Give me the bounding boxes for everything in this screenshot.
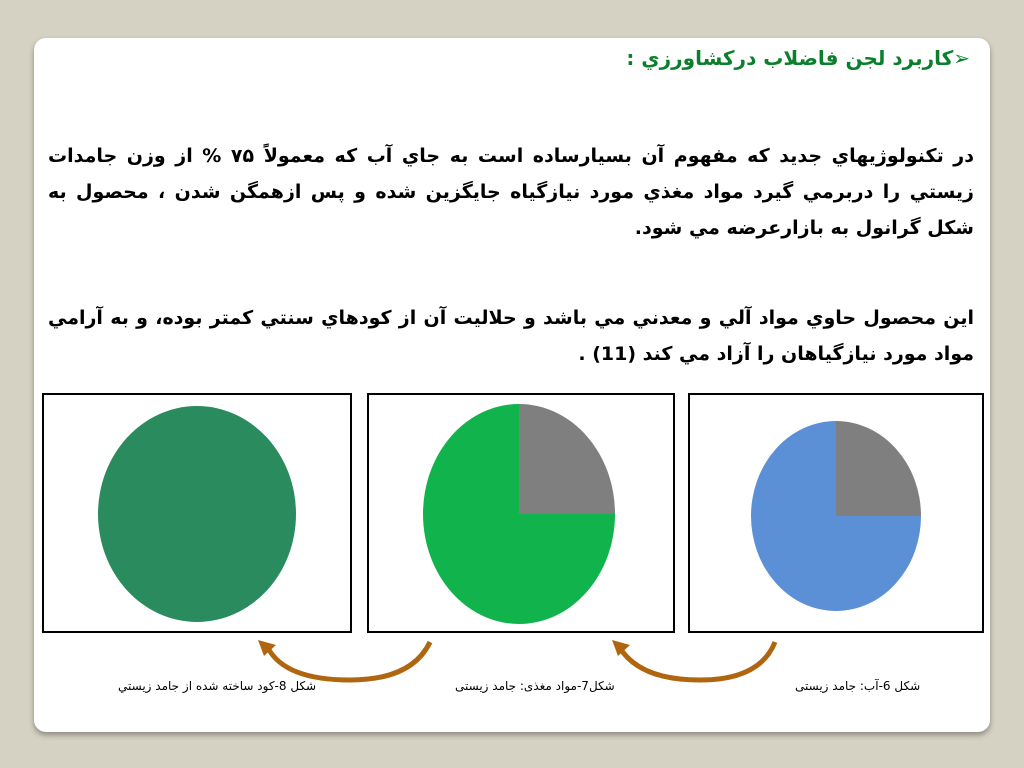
heading-text: كاربرد لجن فاضلاب دركشاورزي : xyxy=(626,46,954,70)
slide-heading xyxy=(626,46,970,70)
figure-7-pie-chart xyxy=(369,395,673,631)
paragraph-1: در تكنولوژیهاي جديد كه مفهوم آن بسيارساده است به جاي آب كه معمولاً ۷۵ % از وزن جامدات زيستي را دربرمي گيرد مواد مغذي مورد نيازگياه جايگزين شده و پس ازهمگن شدن ، محصول به شكل گرانول به بازارعرضه مي شود. xyxy=(48,145,974,239)
paragraph-2: اين محصول حاوي مواد آلي و معدني مي باشد و حلاليت آن از كودهاي سنتي كمتر بوده، و به آرامي مواد مورد نيازگياهان را آزاد مي كند (11) . xyxy=(48,307,974,365)
pie-slice xyxy=(519,404,615,514)
pie-slice xyxy=(98,406,296,622)
figure-8-pie-chart xyxy=(44,395,350,631)
figure-7-caption: شكل7-مواد مغذی: جامد زیستی xyxy=(455,679,615,693)
arrow-bullet-icon: ➢ xyxy=(953,46,970,70)
pie-slice xyxy=(836,421,921,516)
figure-6-frame xyxy=(688,393,984,633)
figure-6-pie-chart xyxy=(690,395,982,631)
figure-6-caption: شكل 6-آب: جامد زیستی xyxy=(795,679,921,693)
figure-8-caption: شكل 8-كود ساخته شده از جامد زيستي xyxy=(118,679,317,693)
figure-7-frame xyxy=(367,393,675,633)
figure-8-frame xyxy=(42,393,352,633)
